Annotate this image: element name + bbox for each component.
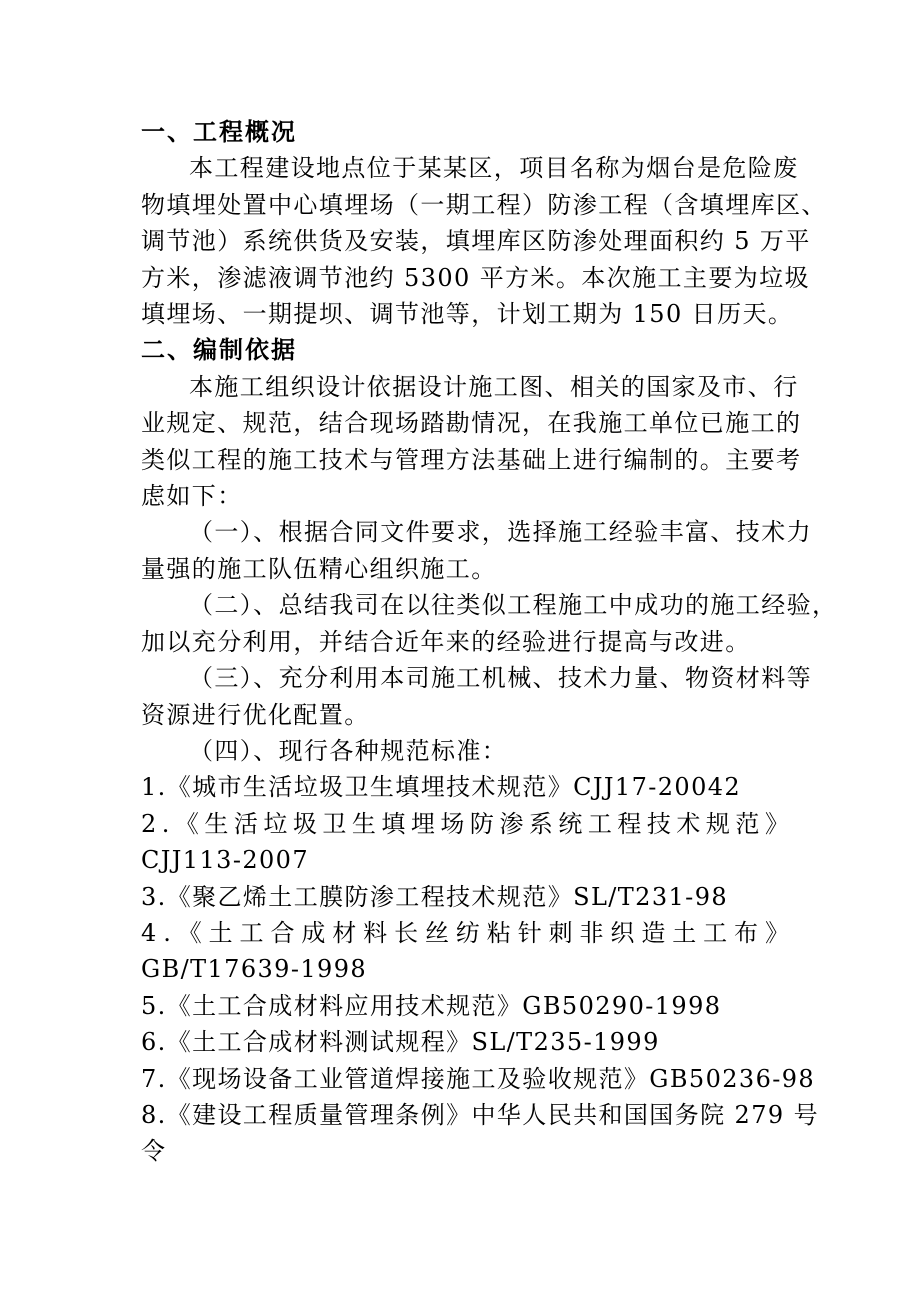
standard-item-continuation: 令	[141, 1137, 167, 1166]
paragraph-line: 虑如下：	[141, 482, 243, 511]
paragraph-line: 业规定、规范，结合现场踏勘情况，在我施工单位已施工的	[141, 409, 802, 438]
section-heading-compilation-basis: 二、编制依据	[141, 336, 297, 365]
paragraph-line: 物填埋处置中心填埋场（一期工程）防渗工程（含填埋库区、	[141, 190, 827, 219]
list-item-line: （一）、根据合同文件要求，选择施工经验丰富、技术力	[189, 518, 812, 547]
list-item-line: 量强的施工队伍精心组织施工。	[141, 554, 497, 583]
standard-item-continuation: CJJ113-2007	[141, 846, 310, 875]
list-item-line: （三）、充分利用本司施工机械、技术力量、物资材料等	[189, 664, 812, 693]
standard-item-continuation: GB/T17639-1998	[141, 955, 368, 984]
standard-item: 6.《土工合成材料测试规程》SL/T235-1999	[141, 1028, 660, 1057]
standard-item: 3.《聚乙烯土工膜防渗工程技术规范》SL/T231-98	[141, 882, 729, 911]
list-item-line: （四）、现行各种规范标准：	[189, 736, 508, 765]
document-body	[141, 114, 838, 1170]
standard-item: 2 . 《 生 活 垃 圾 卫 生 填 埋 场 防 渗 系 统 工 程 技 术 规 范 》	[141, 809, 789, 838]
paragraph-line: 本工程建设地点位于某某区，项目名称为烟台是危险废	[189, 154, 799, 183]
section-heading-project-overview: 一、工程概况	[141, 118, 297, 146]
paragraph-line: 方米，渗滤液调节池约 5300 平方米。本次施工主要为垃圾	[141, 263, 810, 292]
paragraph-line: 本施工组织设计依据设计施工图、相关的国家及市、行	[189, 372, 799, 401]
standard-item: 5.《土工合成材料应用技术规范》GB50290-1998	[141, 991, 722, 1020]
standard-item: 1.《城市生活垃圾卫生填埋技术规范》CJJ17-20042	[141, 773, 742, 802]
paragraph-line: 填埋场、一期提坝、调节池等，计划工期为 150 日历天。	[141, 300, 794, 329]
standard-item: 7.《现场设备工业管道焊接施工及验收规范》GB50236-98	[141, 1064, 816, 1093]
list-item-line: （二）、总结我司在以往类似工程施工中成功的施工经验，	[189, 591, 838, 620]
standard-item: 4 . 《 土 工 合 成 材 料 长 丝 纺 粘 针 刺 非 织 造 土 工 布 》	[141, 918, 789, 947]
list-item-line: 资源进行优化配置。	[141, 700, 370, 729]
paragraph-line: 类似工程的施工技术与管理方法基础上进行编制的。主要考	[141, 445, 802, 474]
list-item-line: 加以充分利用，并结合近年来的经验进行提高与改进。	[141, 627, 751, 656]
standard-item: 8.《建设工程质量管理条例》中华人民共和国国务院 279 号	[141, 1100, 819, 1129]
paragraph-line: 调节池）系统供货及安装，填埋库区防渗处理面积约 5 万平	[141, 227, 811, 256]
